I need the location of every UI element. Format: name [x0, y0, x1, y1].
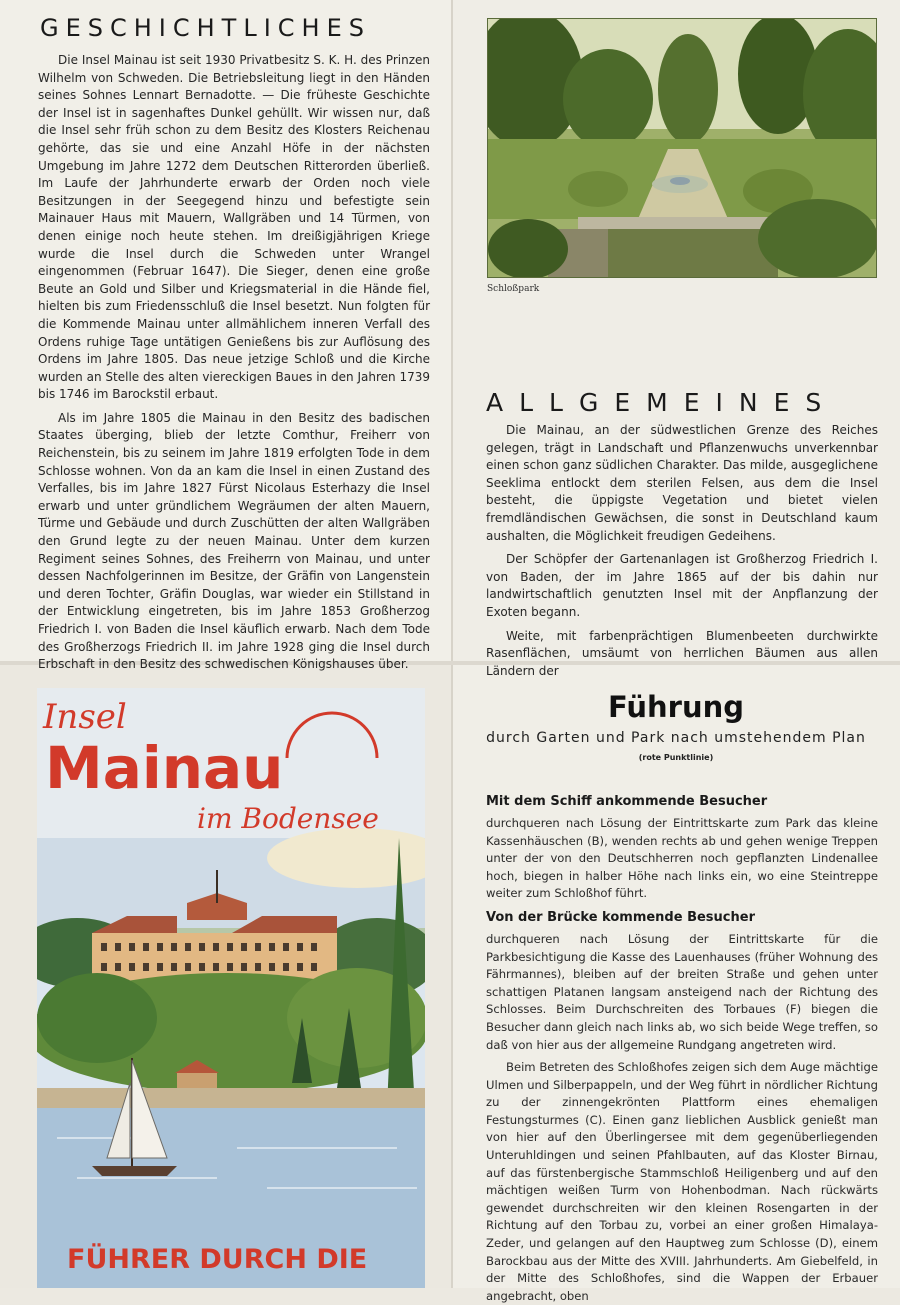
photo-caption: Schloßpark [487, 284, 540, 294]
castle-park-photo [487, 18, 877, 278]
tour-text [486, 1059, 878, 1305]
ship-visitors-text [486, 815, 878, 903]
cover-bodensee: im Bodensee [197, 802, 379, 835]
ship-visitors-heading: Mit dem Schiff ankommende Besucher [486, 794, 768, 809]
general-paragraph-3: Weite, mit farbenprächtigen Blumenbeeten durchwirkte Rasenflächen, umsäumt von herrlichen Bäumen aus allen Ländern der [486, 628, 878, 678]
general-heading: ALLGEMEINES [486, 388, 838, 417]
tour-paragraph: Beim Betreten des Schloßhofes zeigen sich dem Auge mächtige Ulmen und Silberpappeln, und der Weg führt in nördlicher Richtung zu der zinnengekrönten Plattform eines ehemaligen Festungsturmes (C). Einen ganz lieblichen Ausblick genießt man von hier auf den Überlingersee mit dem gegenüberliegenden Unteruhldingen und seinen Pfahlbauten, auf das Kloster Birnau, auf das fürstenbergische Stammschloß Heiligenberg und auf den mächtigen weißen Turm von Hohenbodman. Nach rückwärts gewendet durchschreiten wir den kleinen Rosengarten in der Richtung auf den Torbau zu, vorbei an einer großen Himalaya-Zeder, und gelangen auf den Hauptweg zum Schlosse (D), einem Barockbau aus der Mitte des XVIII. Jahrhunderts. Am Giebelfeld, in der Mitte des Schloßhofes, sind die Wappen der Erbauer angebracht, oben [486, 1060, 878, 1303]
tour-note: (rote Punktlinie) [638, 753, 714, 762]
general-paragraph-2: Der Schöpfer der Gartenanlagen ist Großherzog Friedrich I. von Baden, der im Jahre 1865 auf der bis dahin nur landwirtschaftlich genutzten Insel mit der Anpflanzung der Exoten begann. [486, 552, 878, 619]
bridge-visitors-paragraph: durchqueren nach Lösung der Eintrittskarte für die Parkbesichtigung die Kasse des Lauenhauses (früher Wohnung des Fährmannes), bleiben auf der breiten Straße und gehen unter schattigen Platanen langsam ansteigend nach der Richtung des Schlosses. Beim Durchschreiten des Torbaues (F) biegen die Besucher dann gleich nach links ab, wo sich beide Wege treffen, so daß von hier aus der allgemeine Rundgang angetreten wird. [486, 932, 878, 1052]
general-paragraph-1: Die Mainau, an der südwestlichen Grenze des Reiches gelegen, trägt in Landschaft und Pflanzenwuchs unverkennbar einen schon ganz südlichen Charakter. Das milde, ausgeglichene Seeklima entlockt dem sterilen Felsen, aus dem die Insel besteht, die üppigste Vegetation und bietet vielen fremdländischen Gewächsen, die sonst in Deutschland kaum aushalten, die Möglichkeit freudigen Gedeihens. [486, 423, 878, 543]
fold-vertical [451, 0, 453, 1288]
cover-guide-title: FÜHRER DURCH DIE [67, 1244, 368, 1275]
bridge-visitors-heading: Von der Brücke kommende Besucher [486, 910, 755, 925]
ship-visitors-paragraph: durchqueren nach Lösung der Eintrittskarte zum Park das kleine Kassenhäuschen (B), wenden rechts ab und gehen wenige Treppen unter der von den Deutschherren noch gepflanzten Lindenallee hoch, biegen in halber Höhe nach links ein, wo eine Steintreppe weiter zum Schloßhof führt. [486, 816, 878, 901]
brochure-cover [37, 688, 425, 1288]
cover-insel: Insel [43, 697, 127, 737]
cover-mainau: Mainau [45, 734, 284, 802]
general-text [486, 422, 878, 686]
tour-heading: Führung [607, 690, 744, 724]
history-paragraph-2: Als im Jahre 1805 die Mainau in den Besitz des badischen Staates überging, blieb der letzte Comthur, Freiherr von Reichenstein, bis zu seinem im Jahre 1819 erfolgten Tode in dem Schlosse wohnen. Von da an kam die Insel in einen Zustand des Verfalles, bis im Jahre 1827 Fürst Nicolaus Esterhazy die Insel erwarb und unter gründlichem Wegräumen der alten Mauern, Türme und Gebäude und durch Zuschütten der alten Wallgräben den Grund legte zu der neuen Mainau. Unter dem kurzen Regiment seines Sohnes, des Freiherrn von Mainau, und unter dessen Nachfolgerinnen im Besitze, der Gräfin von Langenstein und deren Tochter, Gräfin Douglas, war wieder ein Stillstand in der Entwicklung eingetreten, bis im Jahre 1853 Großherzog Friedrich I. von Baden die Insel käuflich erwarb. Nach dem Tode des Großherzogs Friedrich II. im Jahre 1928 ging die Insel durch Erbschaft in den Besitz des schwedischen Königshauses über. [38, 410, 430, 672]
history-heading: GESCHICHTLICHES [40, 14, 371, 42]
bridge-visitors-text [486, 931, 878, 1054]
history-text [38, 52, 430, 680]
tour-subtitle: durch Garten und Park nach umstehendem Plan [486, 730, 866, 746]
history-paragraph-1: Die Insel Mainau ist seit 1930 Privatbesitz S. K. H. des Prinzen Wilhelm von Schweden. Die Betriebsleitung liegt in den Händen seines Sohnes Lennart Bernadotte. — Die früheste Geschichte der Insel ist in sagenhaftes Dunkel gehüllt. Wir wissen nur, daß die Insel sehr früh schon zu dem Besitz des Klosters Reichenau gehörte, das sie und eine Anzahl Höfe in der nächsten Umgebung im Jahre 1272 dem Deutschen Ritterorden überließ. Im Laufe der Jahrhunderte erwarb der Orden noch viele Besitzungen in der Seegegend hinzu und befestigte sein Mainauer Haus mit Mauern, Wallgräben und 14 Türmen, von denen einige noch heute stehen. Im dreißigjährigen Kriege wurde die Insel durch die Schweden unter Wrangel eingenommen (Februar 1647). Die Sieger, denen eine große Beute an Gold und Silber und Kriegsmaterial in die Hände fiel, hielten bis zum Friedensschluß die Insel besetzt. Nun folgten für die Kommende Mainau unter allmählichem inneren Verfall des Ordens ruhige Tage untätigen Genießens bis zur Auflösung des Ordens im Jahre 1805. Das neue jetzige Schloß und die Kirche wurden an Stelle des alten viereckigen Baues in den Jahren 1739 bis 1746 im Barockstil erbaut. [38, 53, 430, 402]
